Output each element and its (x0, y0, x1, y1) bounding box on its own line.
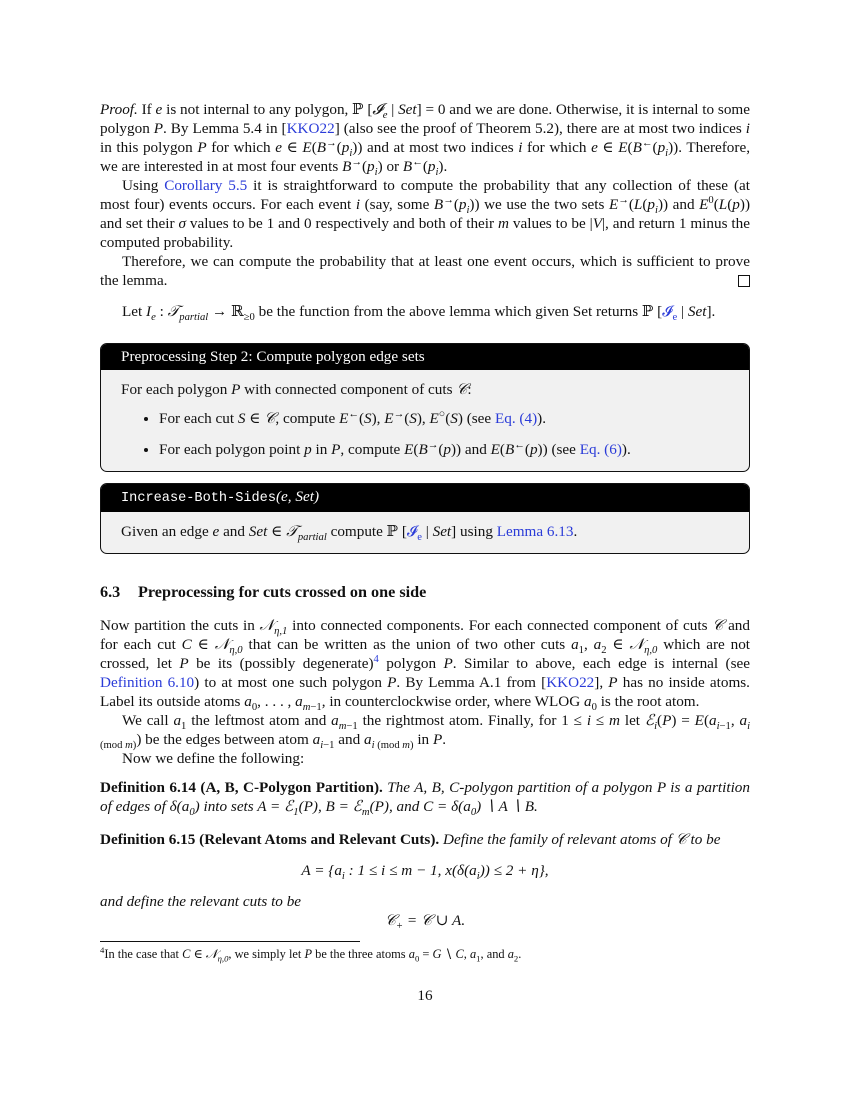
let-paragraph-block (100, 302, 750, 324)
link-lemma-6-13[interactable]: Lemma 6.13 (496, 523, 574, 540)
let-paragraph: Let $I_e$ : 𝒯$_{partial}$ → ℝ$_{\ge 0}$ be the function from the above lemma which given Set returns ℙ [𝓘$_e$ | Set]. (122, 303, 716, 324)
page-number: 16 (417, 987, 433, 1004)
citation-kko22-2[interactable]: KKO22 (546, 674, 595, 691)
definition-6-15-lead: Define the family of relevant atoms of 𝒞 to be (443, 831, 721, 848)
increase-both-sides-box (100, 483, 750, 554)
footnote-4-mark: 4 (100, 944, 105, 955)
footnote-mark-4[interactable]: 4 (373, 653, 379, 665)
proof-paragraph-3 (100, 252, 750, 290)
proof-paragraph-1: Proof. If e is not internal to any polygon, ℙ [𝓘$_e$ | Set] = 0 and we are done. Otherwise, it is internal to some polygon P. By Lemma 5.4 in [KKO22] (also see the proof of Theorem 5.2), there are at most two indices i in this polygon P for which e ∈ $E(B^\to(p_i))$ and at most two indices i for which e ∈ $E(B^\leftarrow(p_i))$. Therefore, we are interested in at most four events $B^\to(p_i)$ or $B^\leftarrow(p_i)$. (100, 101, 750, 179)
link-corollary-5-5[interactable]: Corollary 5.5 (164, 177, 248, 194)
section-title: Preprocessing for cuts crossed on one side (138, 583, 427, 601)
proof-label: Proof. (100, 101, 138, 118)
display-equation-relevant-cuts: 𝒞$_+$ = 𝒞 ∪ A. (384, 912, 466, 933)
definition-6-15-mid-text: and define the relevant cuts to be (100, 893, 302, 910)
definition-6-14-label: Definition 6.14 (100, 779, 196, 796)
definition-6-15-label: Definition 6.15 (100, 831, 196, 848)
increase-both-sides-name: Increase-Both-Sides (121, 491, 276, 506)
increase-both-sides-title (101, 484, 749, 512)
proof-block (100, 100, 750, 290)
section-paragraph-2: We call $a_1$ the leftmost atom and $a_{m-1}$ the rightmost atom. Finally, for 1 ≤ i ≤ m let ℰ$_i$(P) = $E(a_{i-1}$, $a_{i (mod m)}$) be the edges between atom $a_{i-1}$ and $a_{i (mod m)}$ in P. (100, 712, 751, 752)
increase-both-sides-args: (e, Set) (276, 488, 320, 505)
box1-bullet-list (121, 409, 729, 459)
definition-6-15 (100, 830, 750, 849)
box1-intro: For each polygon P with connected component of cuts 𝒞: (121, 381, 472, 398)
definition-6-14-name: (A, B, C-Polygon Partition). (200, 779, 383, 796)
link-definition-6-10[interactable]: Definition 6.10 (100, 674, 195, 691)
increase-both-sides-body: Given an edge e and Set ∈ 𝒯$_{partial}$ compute ℙ [𝓘$_e$ | Set] using Lemma 6.13. (121, 523, 578, 544)
footnote-rule (100, 941, 360, 942)
definition-6-14: Definition 6.14 (A, B, C-Polygon Partition). The A, B, C-polygon partition of a polygon P is a partition of edges of $\delta(a_0)$ into sets A = ℰ$_1$(P), B = ℰ$_m$(P), and $C = \delta(a_0)$ ∖ A ∖ B. (100, 779, 750, 819)
section-number: 6.3 (100, 583, 121, 601)
section-heading (100, 583, 426, 602)
preprocessing-step-2-title: Preprocessing Step 2: Compute polygon edge sets (101, 344, 749, 370)
citation-kko22[interactable]: KKO22 (286, 120, 335, 137)
qed-square-icon (738, 275, 750, 287)
footnote-4: $^4$In the case that C ∈ 𝒩$_{\eta,0}$, we simply let P be the three atoms $a_0 = G$ ∖ C, $a_1$, and $a_2$. (100, 944, 522, 964)
link-eq-4[interactable]: Eq. (4) (494, 410, 538, 427)
section-paragraph-1: Now partition the cuts in 𝒩$_{\eta,1}$ into connected components. For each connected component of cuts 𝒞 and for each cut C ∈ 𝒩$_{\eta,0}$ that can be written as the union of two other cuts $a_1$, $a_2$ ∈ 𝒩$_{\eta,0}$ which are not crossed, let P be its (possibly degenerate)$^4$ polygon P. Similar to above, each edge is internal (see Definition 6.10) to at most one such polygon P. By Lemma A.1 from [KKO22], P has no inside atoms. Label its outside atoms $a_0$, . . . , $a_{m-1}$, in counterclockwise order, where WLOG $a_0$ is the root atom. (100, 617, 751, 714)
box1-bullet-1: • For each cut S ∈ 𝒞, compute E←(S), E→(S), E○(S) (see Eq. (4)). (159, 409, 729, 428)
preprocessing-step-2-box (100, 343, 750, 472)
proof-paragraph-3-text: Therefore, we can compute the probability that at least one event occurs, which is sufficient to prove the lemma. (100, 253, 750, 289)
link-eq-6[interactable]: Eq. (6) (579, 441, 622, 458)
box1-bullet-2: • For each polygon point p in P, compute E(B→(p)) and E(B←(p)) (see Eq. (6)). (159, 440, 729, 459)
section-paragraph-3: Now we define the following: (122, 750, 305, 767)
definition-6-15-name: (Relevant Atoms and Relevant Cuts). (199, 831, 440, 848)
let-paragraph-text: be the function from the above lemma which given Set returns (258, 303, 639, 320)
preprocessing-step-2-body (101, 370, 749, 471)
proof-paragraph-2: Using Corollary 5.5 it is straightforward to compute the probability that any collection of these (at most four) events occurs. For each event i (say, some $B^\to(p_i)$) we use the two sets $E^\to(L(p_i))$ and $E^0(L(p))$ and set their σ values to be 1 and 0 respectively and both of their m values to be |V|, and return 1 minus the computed probability. (100, 177, 751, 251)
display-equation-relevant-atoms: $A = \{a_i$ : 1 ≤ i ≤ m − 1, $x(\delta(a_i)) \le 2 + \eta$}, (301, 862, 549, 883)
section-body (100, 616, 751, 933)
definition-6-15-mid (100, 892, 750, 911)
